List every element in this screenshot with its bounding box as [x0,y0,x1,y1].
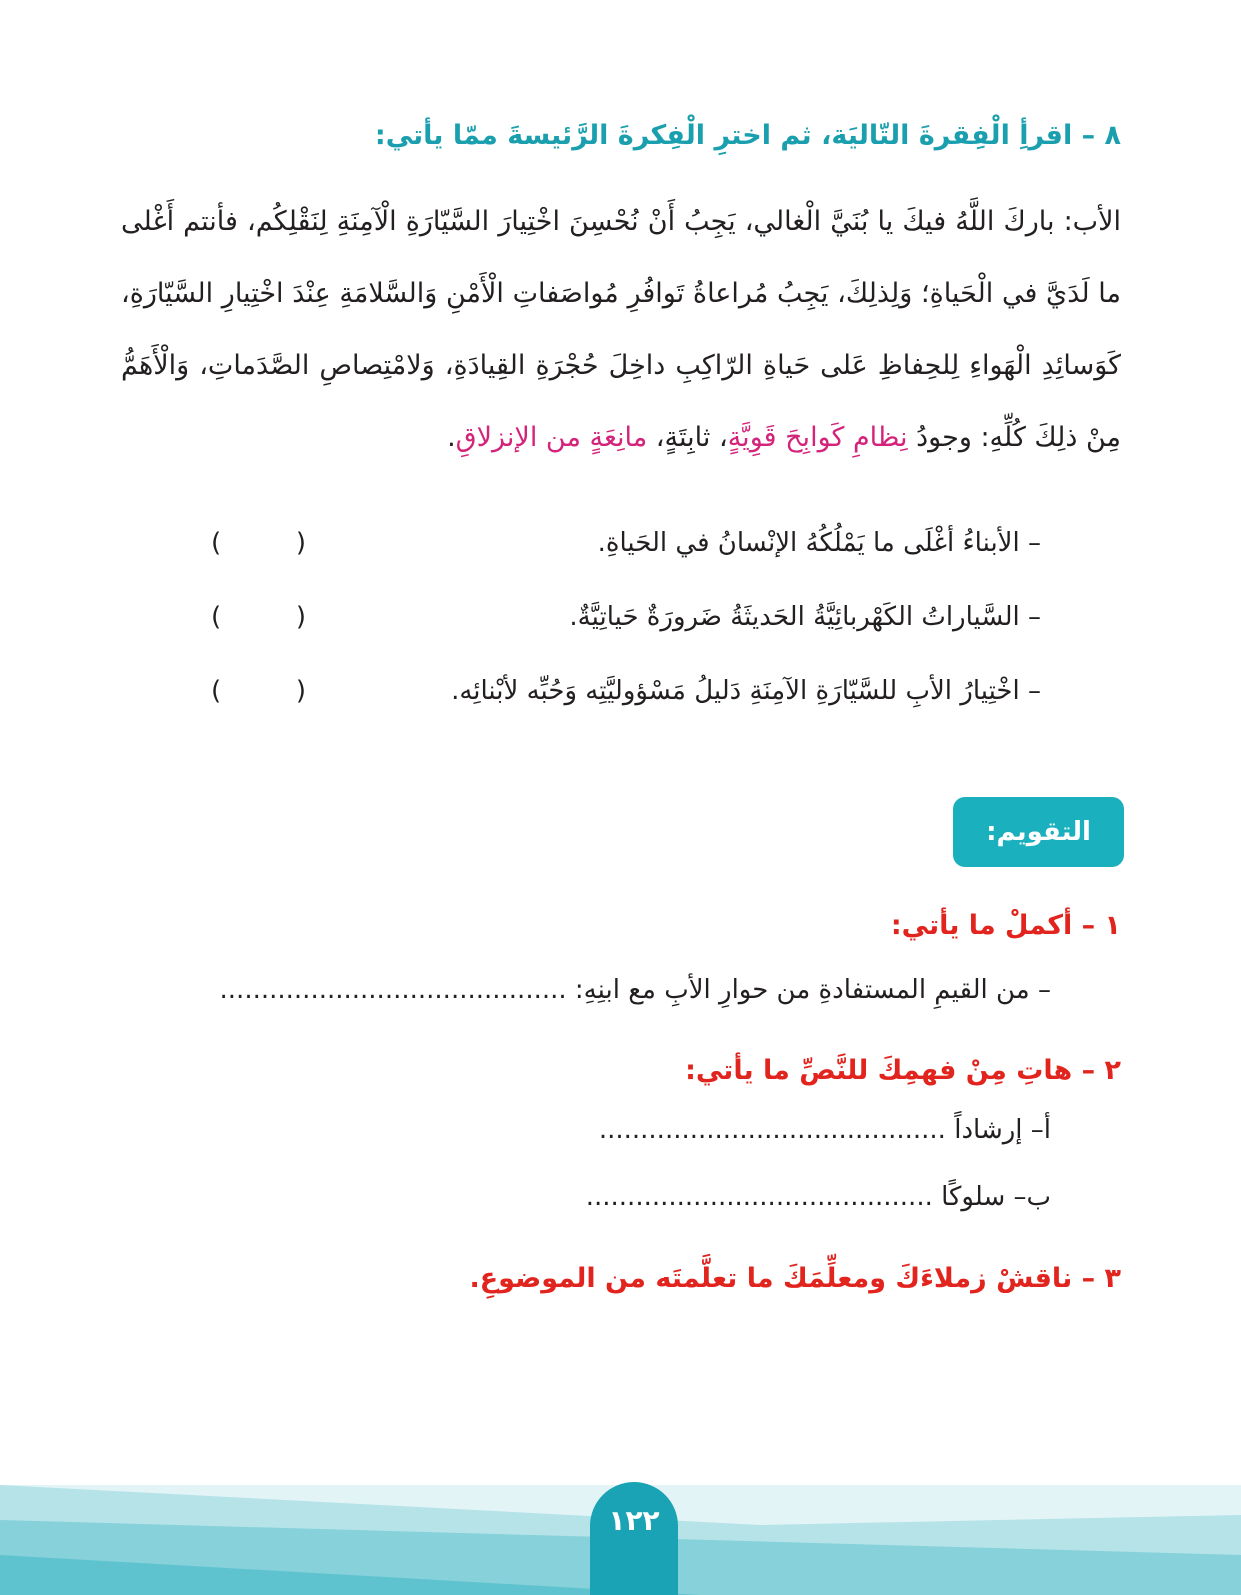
answer-blank[interactable]: .......................................... [585,1182,933,1212]
choice-text: – الأبناءُ أغْلَى ما يَمْلُكُهُ الإنْسانُ في الحَياةِ. [597,528,1041,558]
question-2b-line [586,1182,1051,1212]
choices-list [121,528,1121,750]
answer-parentheses[interactable]: ( ) [211,602,306,632]
question-3-title: ٣ – ناقشْ زملاءَكَ ومعلِّمَكَ ما تعلَّمتَه من الموضوعِ. [469,1263,1121,1294]
question-2b-label: ب– سلوكًا [941,1182,1051,1212]
answer-parentheses[interactable]: ( ) [211,528,306,558]
answer-blank[interactable]: .......................................... [219,975,567,1005]
question-2-title: ٢ – هاتِ مِنْ فهمِكَ للنَّصِّ ما يأتي: [685,1055,1121,1086]
paragraph-text-2: ، ثابِتَةٍ، [647,422,728,453]
question-2a-label: أ– إرشاداً [954,1115,1051,1145]
question-2a-line [599,1115,1051,1145]
paragraph-highlight-2: مانِعَةٍ من الإنزلاقِ [455,422,648,453]
choice-text: – السَّياراتُ الكَهْربائِيَّةُ الحَديثَةُ ضَرورَةٌ حَياتِيَّةٌ. [569,602,1041,632]
paragraph-text-1: الأب: باركَ اللَّهُ فيكَ يا بُنَيَّ الْغالي، يَجِبُ أَنْ نُحْسِنَ اخْتِيارَ السَّيّارَةِ الْآمِنَةِ لِنَقْلِكُم، فأنتم أَغْلى ما لَدَيَّ في الْحَياةِ؛ وَلِذلِكَ، يَجِبُ مُراعاةُ تَوافُرِ مُواصَفاتِ الْأَمْنِ وَالسَّلامَةِ عِنْدَ اخْتِيارِ السَّيّارَةِ، كَوَسائِدِ الْهَواءِ لِلحِفاظِ عَلى حَياةِ الرّاكِبِ داخِلَ حُجْرَةِ القِيادَةِ، وَلامْتِصاصِ الصَّدَماتِ، وَالْأَهَمُّ مِنْ ذلِكَ كُلِّهِ: وجودُ [121,206,1121,453]
question-1-title: ١ – أكملْ ما يأتي: [890,910,1121,941]
exercise-8-paragraph [121,186,1121,474]
choice-text: – اخْتِيارُ الأبِ للسَّيّارَةِ الآمِنَةِ دَليلُ مَسْؤوليَّتِه وَحُبِّه لأبْنائِه. [451,676,1041,706]
answer-blank[interactable]: .......................................... [598,1115,946,1145]
paragraph-highlight-1: نِظامِ كَوابِحَ قَوِيَّةٍ [727,422,908,453]
answer-parentheses[interactable]: ( ) [211,676,306,706]
paragraph-text-3: . [447,422,456,453]
exercise-8-title: ٨ – اقرأِ الْفِقرةَ التّاليَة، ثم اخترِ الْفِكرةَ الرَّئيسةَ ممّا يأتي: [374,120,1121,151]
question-1-line [220,975,1051,1005]
choice-item [121,676,1121,750]
choice-item [121,602,1121,676]
choice-item [121,528,1121,602]
evaluation-badge: التقويم: [953,797,1124,867]
page-number: ١٢٢ [590,1482,678,1595]
question-1-text: – من القيمِ المستفادةِ من حوارِ الأبِ مع ابنِهِ: [574,975,1051,1005]
